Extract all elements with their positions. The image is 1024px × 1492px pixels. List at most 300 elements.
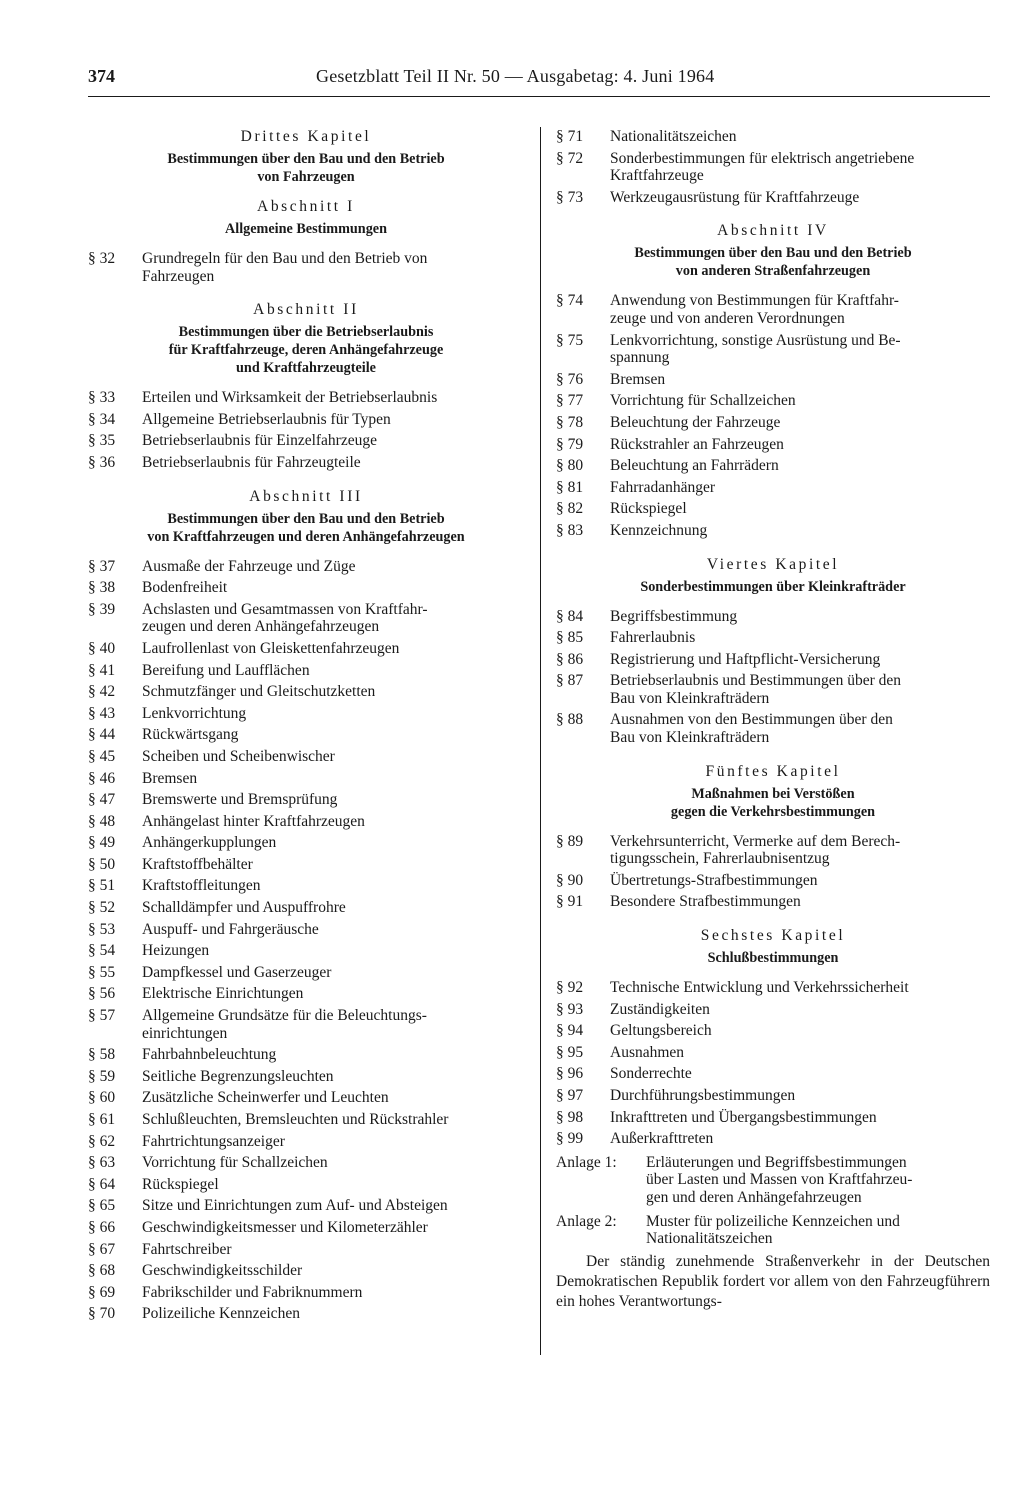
paragraph-title — [610, 1001, 990, 1019]
paragraph-number: § 36 — [88, 453, 116, 471]
paragraph-number: § 41 — [88, 661, 116, 679]
paragraph-title — [142, 1046, 524, 1064]
paragraph-title-line: Betriebserlaubnis für Fahrzeugteile — [142, 453, 361, 471]
paragraph-title — [142, 1176, 524, 1194]
paragraph-title-line: Bremsen — [610, 370, 666, 388]
paragraph-title — [610, 872, 990, 890]
toc-entry — [88, 1087, 524, 1109]
paragraph-number: § 57 — [88, 1007, 116, 1025]
paragraph-number: § 67 — [88, 1240, 116, 1258]
toc-entry — [556, 148, 990, 187]
paragraph-number: § 91 — [556, 893, 584, 911]
toc-entry — [88, 599, 524, 638]
paragraph-title — [610, 1022, 990, 1040]
toc-entry — [88, 1239, 524, 1261]
toc-entry — [88, 1217, 524, 1239]
paragraph-title — [610, 1065, 990, 1083]
paragraph-title-line: Zusätzliche Scheinwerfer und Leuchten — [142, 1089, 389, 1107]
paragraph-title — [610, 1044, 990, 1062]
toc-entry — [88, 832, 524, 854]
paragraph-title-line: Bremswerte und Bremsprüfung — [142, 791, 338, 809]
paragraph-title-line: Rückstrahler an Fahrzeugen — [610, 435, 784, 453]
paragraph-number: § 56 — [88, 985, 116, 1003]
annex-title-line: Nationalitätszeichen — [646, 1230, 773, 1248]
toc-entry — [88, 897, 524, 919]
paragraph-title-line: Anhängerkupplungen — [142, 834, 277, 852]
paragraph-title — [610, 1087, 990, 1105]
paragraph-title-line: Ausnahmen — [610, 1043, 685, 1061]
paragraph-title — [142, 579, 524, 597]
paragraph-title — [610, 332, 990, 367]
section-title-line: Maßnahmen bei Verstößen — [691, 785, 855, 802]
paragraph-number: § 51 — [88, 877, 116, 895]
paragraph-title-line: Dampfkessel und Gaserzeuger — [142, 963, 332, 981]
paragraph-title-line: Fahrerlaubnis — [610, 629, 696, 647]
toc-entry — [88, 789, 524, 811]
section-title-line: Schlußbestimmungen — [707, 950, 839, 967]
paragraph-title — [142, 250, 524, 285]
paragraph-number: § 34 — [88, 410, 116, 428]
toc-entry — [88, 983, 524, 1005]
annex-label: Anlage 1: — [556, 1153, 617, 1171]
paragraph-number: § 48 — [88, 812, 116, 830]
paragraph-title-line: Fahrtschreiber — [142, 1240, 232, 1258]
paragraph-title-line: Lenkvorrichtung — [142, 704, 247, 722]
paragraph-number: § 89 — [556, 832, 584, 850]
paragraph-title-line: Verkehrsunterricht, Vermerke auf dem Berech- — [610, 832, 901, 850]
annex-title — [646, 1213, 990, 1248]
paragraph-number: § 74 — [556, 292, 584, 310]
section-title-line: Bestimmungen über den Bau und den Betrieb — [167, 151, 445, 167]
paragraph-title — [610, 522, 990, 540]
toc-entry — [88, 452, 524, 474]
header-rule — [88, 96, 990, 97]
paragraph-title — [142, 683, 524, 701]
toc-entry — [88, 962, 524, 984]
page-number: 374 — [88, 66, 115, 86]
paragraph-number: § 50 — [88, 855, 116, 873]
annex-title-line: Muster für polizeiliche Kennzeichen und — [646, 1212, 900, 1230]
paragraph-number: § 69 — [88, 1283, 116, 1301]
paragraph-title — [610, 128, 990, 146]
paragraph-title-line: Anhängelast hinter Kraftfahrzeugen — [142, 812, 365, 830]
paragraph-title-line: Werkzeugausrüstung für Kraftfahrzeuge — [610, 188, 860, 206]
annex-entry — [556, 1211, 990, 1250]
toc-entry — [88, 1195, 524, 1217]
paragraph-number: § 86 — [556, 650, 584, 668]
paragraph-number: § 94 — [556, 1022, 584, 1040]
paragraph-title-line: zeuge und von anderen Verordnungen — [610, 309, 845, 327]
paragraph-title-line: Vorrichtung für Schallzeichen — [142, 1154, 328, 1172]
paragraph-number: § 70 — [88, 1305, 116, 1323]
paragraph-title — [142, 985, 524, 1003]
paragraph-number: § 90 — [556, 871, 584, 889]
toc-entry — [556, 891, 990, 913]
paragraph-title — [142, 558, 524, 576]
toc-entry — [556, 670, 990, 709]
chapter-heading: Viertes Kapitel — [706, 555, 840, 573]
paragraph-number: § 47 — [88, 791, 116, 809]
paragraph-number: § 38 — [88, 579, 116, 597]
paragraph-title-line: Schmutzfänger und Gleitschutzketten — [142, 683, 376, 701]
paragraph-title — [142, 1154, 524, 1172]
paragraph-title — [142, 726, 524, 744]
paragraph-number: § 85 — [556, 629, 584, 647]
paragraph-number: § 98 — [556, 1108, 584, 1126]
paragraph-title — [142, 1007, 524, 1042]
paragraph-number: § 76 — [556, 370, 584, 388]
paragraph-title-line: Vorrichtung für Schallzeichen — [610, 392, 796, 410]
paragraph-title-line: Kraftstoffbehälter — [142, 855, 253, 873]
chapter-heading: Fünftes Kapitel — [705, 762, 841, 780]
section-title-line: Bestimmungen über den Bau und den Betrieb — [167, 510, 445, 527]
toc-entry — [88, 811, 524, 833]
paragraph-number: § 39 — [88, 600, 116, 618]
toc-entry — [88, 875, 524, 897]
chapter-heading: Abschnitt III — [249, 487, 363, 505]
paragraph-title — [142, 942, 524, 960]
paragraph-number: § 45 — [88, 747, 116, 765]
section-title-line: von Fahrzeugen — [257, 169, 355, 185]
section-title — [88, 510, 524, 546]
paragraph-number: § 93 — [556, 1000, 584, 1018]
paragraph-title — [142, 921, 524, 939]
paragraph-title — [142, 705, 524, 723]
annex-title-line: über Lasten und Massen von Kraftfahrzeu- — [646, 1171, 913, 1189]
paragraph-title-line: Betriebserlaubnis für Einzelfahrzeuge — [142, 432, 377, 450]
paragraph-title — [610, 1109, 990, 1127]
body-paragraph: Der ständig zunehmende Straßenverkehr in der Deutschen Demokratischen Republik fordert vor allem von den Fahrzeugführern ein hohes Verantwortungs- — [556, 1252, 990, 1310]
paragraph-title — [142, 791, 524, 809]
left-column — [88, 126, 524, 1325]
toc-entry — [556, 606, 990, 628]
paragraph-title-line: Geltungsbereich — [610, 1022, 712, 1040]
paragraph-title — [142, 748, 524, 766]
paragraph-number: § 52 — [88, 899, 116, 917]
paragraph-title — [142, 1305, 524, 1323]
paragraph-title-line: Polizeiliche Kennzeichen — [142, 1305, 300, 1323]
paragraph-title — [142, 1068, 524, 1086]
paragraph-number: § 99 — [556, 1130, 584, 1148]
chapter-heading: Drittes Kapitel — [240, 128, 372, 145]
section-title — [556, 578, 990, 596]
paragraph-title-line: Bau von Kleinkrafträdern — [610, 689, 770, 707]
section-title-line: und Kraftfahrzeugteile — [236, 360, 376, 377]
paragraph-title-line: Auspuff- und Fahrgeräusche — [142, 920, 319, 938]
toc-entry — [556, 977, 990, 999]
paragraph-number: § 58 — [88, 1046, 116, 1064]
paragraph-title-line: Fahrzeugen — [142, 267, 215, 285]
paragraph-title-line: Allgemeine Grundsätze für die Beleuchtungs- — [142, 1007, 427, 1025]
section-title-line: Allgemeine Bestimmungen — [225, 221, 387, 237]
toc-entry — [556, 1042, 990, 1064]
toc-entry — [556, 649, 990, 671]
paragraph-title — [142, 877, 524, 895]
paragraph-title-line: Besondere Strafbestimmungen — [610, 893, 801, 911]
toc-entry — [88, 854, 524, 876]
paragraph-title-line: Sonderbestimmungen für elektrisch angetriebene — [610, 149, 915, 167]
paragraph-title — [610, 711, 990, 746]
paragraph-number: § 88 — [556, 711, 584, 729]
paragraph-title-line: Fahrtrichtungsanzeiger — [142, 1132, 285, 1150]
paragraph-number: § 43 — [88, 704, 116, 722]
paragraph-number: § 92 — [556, 979, 584, 997]
paragraph-number: § 95 — [556, 1043, 584, 1061]
toc-entry — [556, 412, 990, 434]
toc-entry — [556, 126, 990, 148]
section-title — [556, 785, 990, 821]
paragraph-title-line: Fahrbahnbeleuchtung — [142, 1046, 277, 1064]
paragraph-number: § 62 — [88, 1132, 116, 1150]
paragraph-title — [142, 1111, 524, 1129]
toc-entry — [88, 1282, 524, 1304]
paragraph-title — [610, 1130, 990, 1148]
paragraph-title-line: Übertretungs-Strafbestimmungen — [610, 871, 818, 889]
paragraph-title — [610, 672, 990, 707]
section-title — [88, 323, 524, 377]
paragraph-title-line: Fahrradanhänger — [610, 478, 716, 496]
running-title: Gesetzblatt Teil II Nr. 50 — Ausgabetag: 4. Juni 1964 — [316, 66, 715, 86]
paragraph-number: § 54 — [88, 942, 116, 960]
paragraph-title — [610, 457, 990, 475]
paragraph-title-line: Betriebserlaubnis und Bestimmungen über den — [610, 672, 901, 690]
annex-title-line: gen und deren Anhängefahrzeugen — [646, 1188, 862, 1206]
toc-entry — [556, 831, 990, 870]
paragraph-title — [610, 979, 990, 997]
paragraph-title — [142, 432, 524, 450]
toc-entry — [88, 577, 524, 599]
paragraph-title-line: Geschwindigkeitsschilder — [142, 1262, 303, 1280]
paragraph-title — [610, 608, 990, 626]
paragraph-number: § 83 — [556, 521, 584, 539]
section-title — [88, 150, 524, 186]
paragraph-title-line: Laufrollenlast von Gleiskettenfahrzeugen — [142, 639, 400, 657]
toc-entry — [556, 477, 990, 499]
paragraph-title-line: Zuständigkeiten — [610, 1000, 710, 1018]
annex-title-line: Erläuterungen und Begriffsbestimmungen — [646, 1153, 907, 1171]
toc-entry — [88, 768, 524, 790]
paragraph-title-line: Sitze und Einrichtungen zum Auf- und Absteigen — [142, 1197, 448, 1215]
paragraph-title — [610, 292, 990, 327]
paragraph-title — [142, 1241, 524, 1259]
paragraph-number: § 73 — [556, 188, 584, 206]
section-title-line: für Kraftfahrzeuge, deren Anhängefahrzeuge — [168, 342, 444, 359]
toc-entry — [88, 1005, 524, 1044]
paragraph-number: § 37 — [88, 557, 116, 575]
section-title-line: Sonderbestimmungen über Kleinkrafträder — [640, 578, 906, 595]
chapter-heading: Abschnitt IV — [717, 222, 829, 240]
paragraph-number: § 64 — [88, 1175, 116, 1193]
paragraph-title — [142, 389, 524, 407]
toc-entry — [556, 1128, 990, 1150]
toc-entry — [88, 919, 524, 941]
toc-entry — [88, 681, 524, 703]
toc-entry — [88, 724, 524, 746]
paragraph-number: § 49 — [88, 834, 116, 852]
paragraph-title-line: Bereifung und Laufflächen — [142, 661, 310, 679]
paragraph-title-line: Kennzeichnung — [610, 521, 708, 539]
paragraph-title — [142, 813, 524, 831]
paragraph-title-line: Beleuchtung der Fahrzeuge — [610, 413, 781, 431]
paragraph-number: § 61 — [88, 1111, 116, 1128]
paragraph-number: § 71 — [556, 128, 584, 145]
toc-entry — [556, 709, 990, 748]
paragraph-number: § 81 — [556, 478, 584, 496]
chapter-heading: Abschnitt II — [253, 301, 359, 319]
paragraph-title-line: Heizungen — [142, 942, 210, 960]
paragraph-number: § 84 — [556, 607, 584, 625]
paragraph-number: § 60 — [88, 1089, 116, 1107]
paragraph-number: § 42 — [88, 683, 116, 701]
toc-entry — [88, 660, 524, 682]
paragraph-title — [610, 629, 990, 647]
paragraph-title-line: Rückspiegel — [610, 500, 687, 518]
paragraph-title-line: Bau von Kleinkrafträdern — [610, 729, 770, 747]
paragraph-number: § 68 — [88, 1262, 116, 1280]
toc-entry — [88, 1303, 524, 1325]
section-title-line: Bestimmungen über den Bau und den Betrieb — [634, 245, 912, 262]
paragraph-number: § 79 — [556, 435, 584, 453]
paragraph-title-line: Bodenfreiheit — [142, 579, 228, 597]
paragraph-title — [610, 893, 990, 911]
toc-entry — [88, 1066, 524, 1088]
paragraph-title-line: Ausnahmen von den Bestimmungen über den — [610, 711, 893, 729]
paragraph-title — [142, 834, 524, 852]
paragraph-title-line: Elektrische Einrichtungen — [142, 985, 304, 1003]
paragraph-title-line: Scheiben und Scheibenwischer — [142, 747, 335, 765]
paragraph-number: § 87 — [556, 672, 584, 690]
paragraph-number: § 55 — [88, 963, 116, 981]
paragraph-title-line: Technische Entwicklung und Verkehrssicherheit — [610, 979, 909, 997]
paragraph-title — [142, 662, 524, 680]
paragraph-title — [142, 1219, 524, 1237]
toc-entry — [556, 627, 990, 649]
paragraph-title-line: Fabrikschilder und Fabriknummern — [142, 1283, 363, 1301]
toc-entry — [88, 556, 524, 578]
paragraph-title-line: Inkrafttreten und Übergangsbestimmungen — [610, 1108, 877, 1126]
paragraph-title — [610, 150, 990, 185]
toc-entry — [88, 1044, 524, 1066]
paragraph-title-line: Rückwärtsgang — [142, 726, 239, 744]
toc-entry — [556, 455, 990, 477]
paragraph-title — [142, 411, 524, 429]
toc-entry — [556, 1020, 990, 1042]
paragraph-title-line: Begriffsbestimmung — [610, 607, 738, 625]
toc-entry — [556, 330, 990, 369]
paragraph-number: § 75 — [556, 331, 584, 349]
toc-entry — [88, 430, 524, 452]
paragraph-title — [142, 1284, 524, 1302]
section-title — [556, 949, 990, 967]
section-title-line: von Kraftfahrzeugen und deren Anhängefahrzeugen — [147, 528, 465, 545]
toc-entry — [88, 703, 524, 725]
paragraph-title — [142, 601, 524, 636]
paragraph-number: § 65 — [88, 1197, 116, 1215]
paragraph-number: § 66 — [88, 1218, 116, 1236]
paragraph-title-line: Rückspiegel — [142, 1175, 219, 1193]
toc-entry — [88, 940, 524, 962]
paragraph-title-line: Außerkrafttreten — [610, 1130, 714, 1148]
paragraph-title — [610, 414, 990, 432]
paragraph-title — [610, 833, 990, 868]
paragraph-number: § 44 — [88, 726, 116, 744]
toc-entry — [556, 369, 990, 391]
paragraph-number: § 80 — [556, 457, 584, 475]
paragraph-title-line: Ausmaße der Fahrzeuge und Züge — [142, 557, 356, 575]
toc-entry — [556, 1107, 990, 1129]
paragraph-title-line: tigungsschein, Fahrerlaubnisentzug — [610, 850, 830, 868]
paragraph-title-line: Kraftfahrzeuge — [610, 167, 704, 185]
paragraph-title-line: Sonderrechte — [610, 1065, 692, 1083]
toc-entry — [88, 409, 524, 431]
annex-entry — [556, 1152, 990, 1209]
paragraph-number: § 97 — [556, 1087, 584, 1104]
paragraph-number: § 32 — [88, 250, 116, 267]
column-divider — [540, 127, 541, 1355]
toc-entry — [556, 390, 990, 412]
paragraph-title — [142, 856, 524, 874]
paragraph-number: § 35 — [88, 432, 116, 450]
paragraph-title-line: Kraftstoffleitungen — [142, 877, 261, 895]
paragraph-number: § 96 — [556, 1065, 584, 1083]
toc-entry — [88, 1152, 524, 1174]
section-title-line: gegen die Verkehrsbestimmungen — [670, 803, 876, 820]
toc-entry — [88, 1109, 524, 1131]
paragraph-title-line: Allgemeine Betriebserlaubnis für Typen — [142, 410, 391, 428]
toc-entry — [88, 248, 524, 287]
paragraph-title — [610, 392, 990, 410]
paragraph-title — [610, 189, 990, 207]
section-title-line: Bestimmungen über die Betriebserlaubnis — [178, 324, 434, 341]
toc-entry — [556, 290, 990, 329]
chapter-heading: Abschnitt I — [257, 198, 355, 215]
toc-entry — [556, 870, 990, 892]
paragraph-title — [142, 640, 524, 658]
paragraph-number: § 40 — [88, 639, 116, 657]
paragraph-title — [142, 1197, 524, 1215]
toc-entry — [556, 520, 990, 542]
toc-entry — [556, 1085, 990, 1107]
paragraph-number: § 78 — [556, 413, 584, 431]
paragraph-title-line: Achslasten und Gesamtmassen von Kraftfahr- — [142, 600, 428, 618]
paragraph-title — [142, 454, 524, 472]
section-title-line: von anderen Straßenfahrzeugen — [675, 263, 871, 280]
paragraph-title-line: zeugen und deren Anhängefahrzeugen — [142, 618, 380, 636]
paragraph-title-line: Geschwindigkeitsmesser und Kilometerzähler — [142, 1218, 428, 1236]
annex-title — [646, 1154, 990, 1207]
paragraph-number: § 63 — [88, 1154, 116, 1172]
paragraph-title-line: Bremsen — [142, 769, 198, 787]
paragraph-title — [142, 964, 524, 982]
toc-entry — [88, 387, 524, 409]
paragraph-title-line: spannung — [610, 349, 670, 367]
paragraph-number: § 82 — [556, 500, 584, 518]
section-title — [88, 220, 524, 238]
paragraph-title-line: Seitliche Begrenzungsleuchten — [142, 1067, 334, 1085]
paragraph-number: § 53 — [88, 920, 116, 938]
paragraph-title-line: Beleuchtung an Fahrrädern — [610, 457, 779, 475]
paragraph-title — [610, 371, 990, 389]
paragraph-title — [142, 1262, 524, 1280]
paragraph-title-line: Schlußleuchten, Bremsleuchten und Rückstrahler — [142, 1111, 449, 1128]
toc-entry — [556, 1063, 990, 1085]
section-title — [556, 244, 990, 280]
paragraph-title-line: Durchführungsbestimmungen — [610, 1087, 796, 1104]
paragraph-title-line: einrichtungen — [142, 1024, 228, 1042]
toc-entry — [88, 746, 524, 768]
paragraph-number: § 46 — [88, 769, 116, 787]
paragraph-title-line: Lenkvorrichtung, sonstige Ausrüstung und Be- — [610, 331, 901, 349]
